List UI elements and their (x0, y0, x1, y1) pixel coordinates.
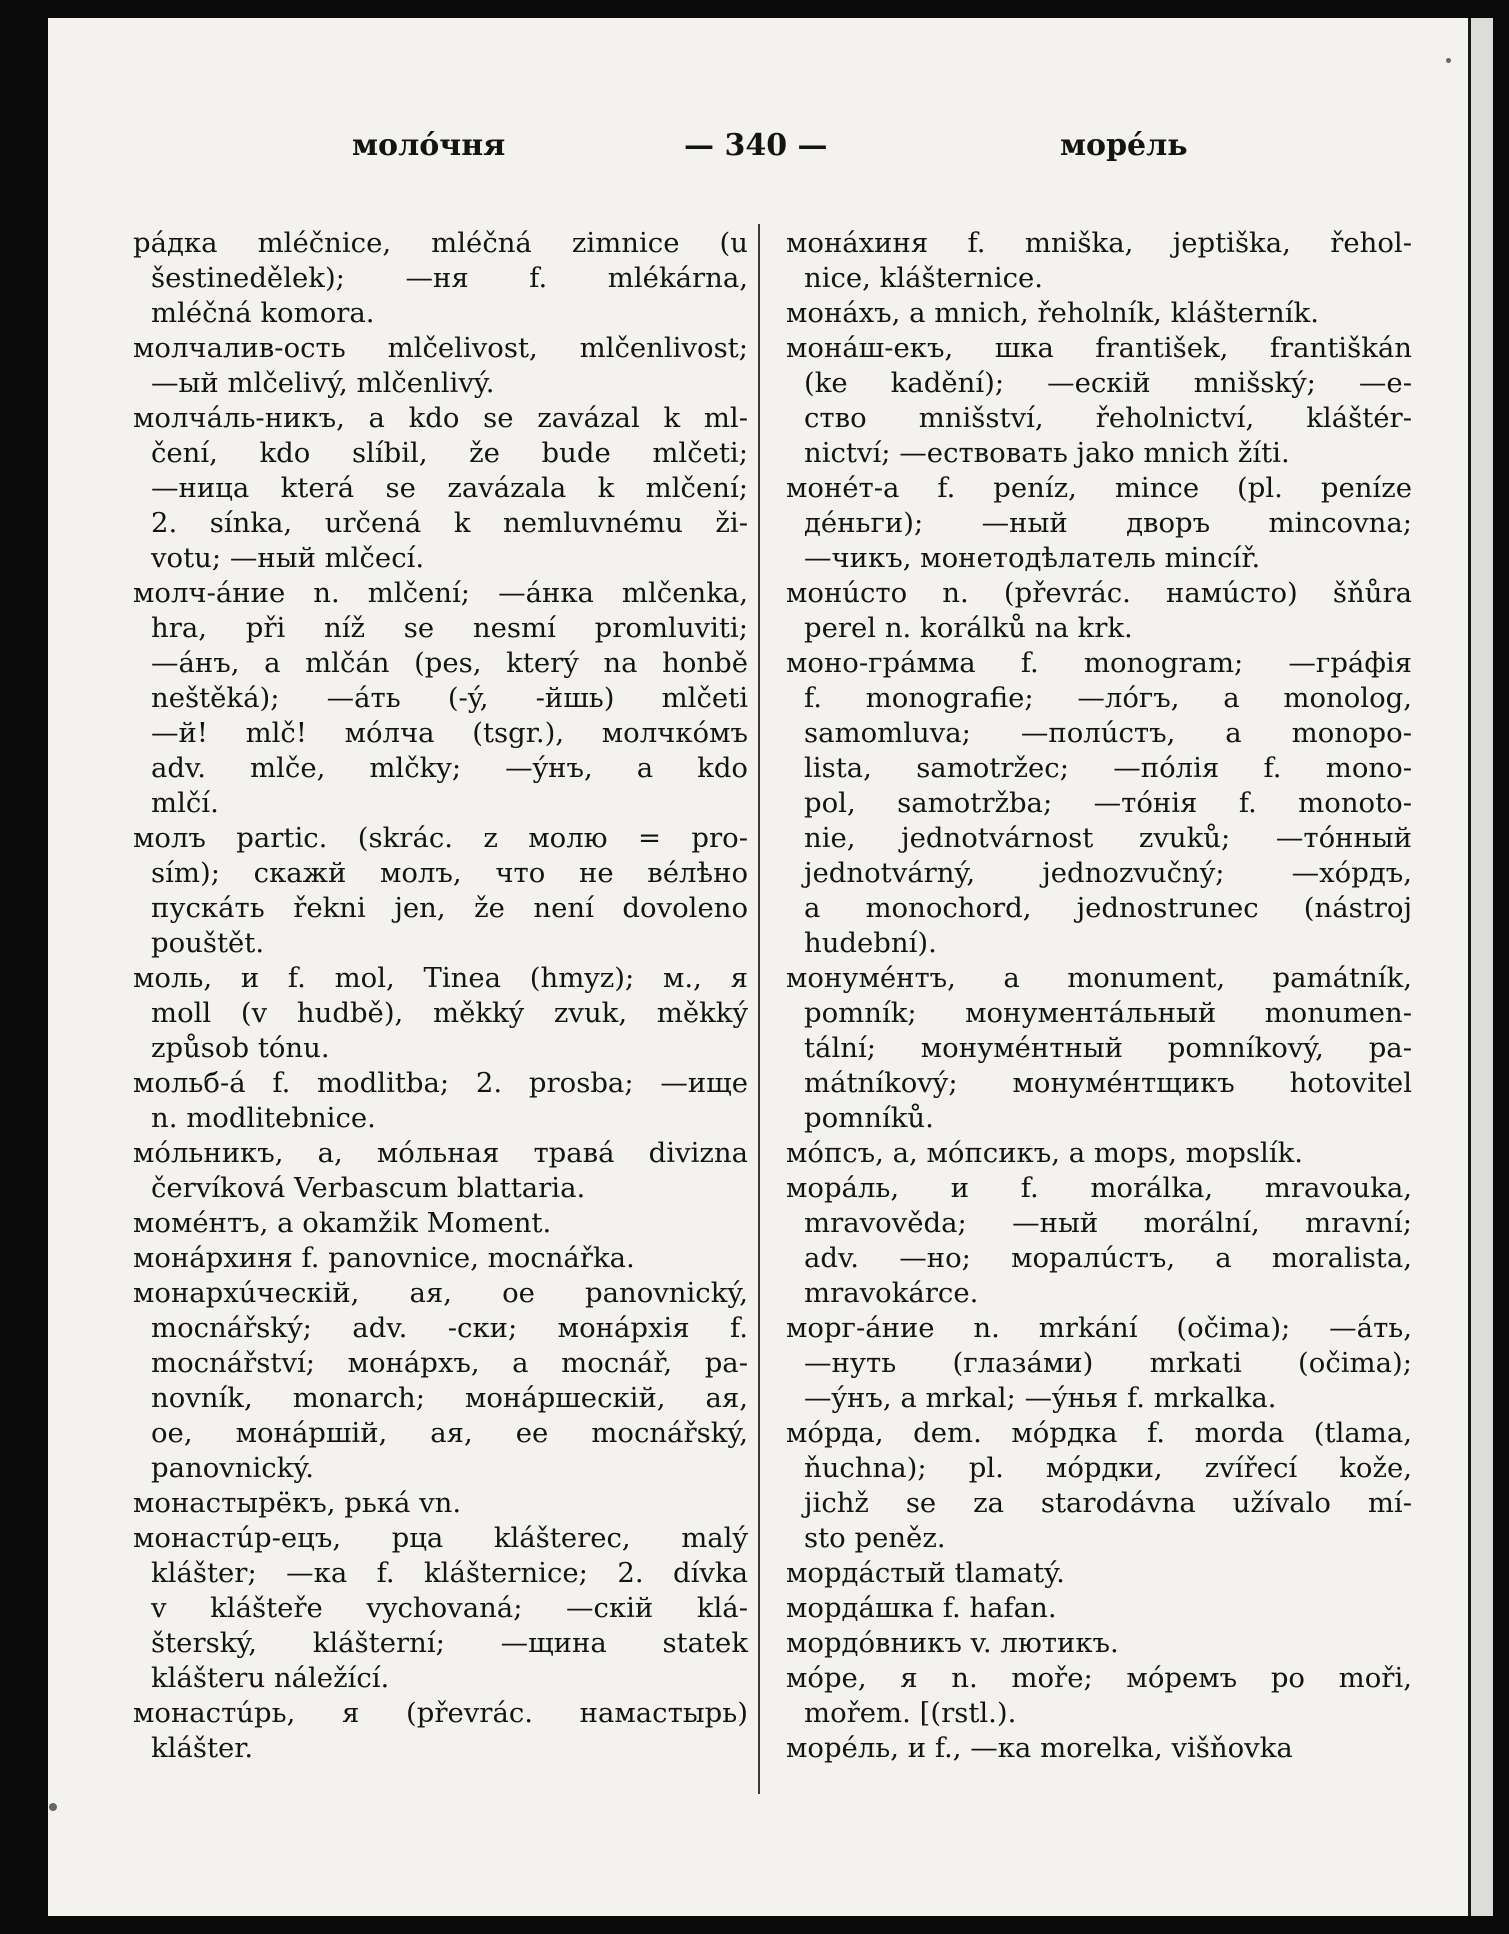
dictionary-entry (133, 401, 748, 576)
entry-line: ство mnišství, řeholnictví, kláštér- (804, 402, 1412, 434)
entry-line: моль, и f. mol, Tinea (hmyz); м., я (133, 962, 748, 994)
header-left-guide-word: молóчня (352, 128, 506, 163)
entry-line: мордóвникъ v. лютикъ. (786, 1627, 1119, 1659)
entry-line: perel n. korálků na krk. (804, 612, 1133, 644)
entry-line: (ke kadění); —ескій mnišský; —е- (804, 367, 1412, 399)
entry-line: neštěká); —áть (-ý, -йшь) mlčeti (151, 682, 748, 714)
entry-line: мóрда, dem. мóрдка f. morda (tlama, (786, 1417, 1412, 1449)
entry-line: монáхиня f. mniška, jeptiška, řehol- (786, 227, 1412, 259)
entry-line: mlčí. (151, 787, 219, 819)
entry-line: —нуть (глазáми) mrkati (očima); (804, 1347, 1412, 1379)
dictionary-entry (786, 331, 1412, 471)
entry-line: pouštět. (151, 927, 265, 959)
dictionary-entry (786, 1416, 1412, 1556)
entry-line: монéт-а f. peníz, mince (pl. peníze (786, 472, 1412, 504)
entry-line: —й! mlč! мóлча (tsgr.), молчкóмъ (151, 717, 748, 749)
entry-line: молчáль-никъ, a kdo se zavázal k ml- (133, 402, 748, 434)
dictionary-entry (133, 1276, 748, 1486)
page-number: — 340 — (684, 128, 828, 163)
entry-line: дéньги); —ный дворъ mincovna; (804, 507, 1412, 539)
dictionary-entry (133, 576, 748, 821)
dictionary-entry (786, 576, 1412, 646)
entry-line: —чикъ, монетодѣлатель mincíř. (804, 542, 1261, 574)
entry-line: —ый mlčelivý, mlčenlivý. (151, 367, 495, 399)
entry-line: v klášteře vychovaná; —скій klá- (151, 1592, 748, 1624)
entry-line: mocnářství; монáрхъ, a mocnář, pa- (151, 1347, 748, 1379)
entry-line: монáш-екъ, шка františek, františkán (786, 332, 1412, 364)
entry-line: sím); скажй молъ, что не вéлѣно (151, 857, 748, 889)
dictionary-entry (133, 1521, 748, 1696)
entry-line: монáхъ, a mnich, řeholník, klášterník. (786, 297, 1319, 329)
entry-line: молъ partic. (skrác. z молю = pro- (133, 822, 748, 854)
dictionary-entry (786, 1171, 1412, 1311)
entry-line: n. modlitebnice. (151, 1102, 376, 1134)
entry-line: novník, monarch; монáршескій, ая, (151, 1382, 748, 1414)
dictionary-entry (133, 1206, 748, 1241)
entry-line: момéнтъ, a okamžik Moment. (133, 1207, 552, 1239)
entry-line: klášteru náležící. (151, 1662, 390, 1694)
dictionary-entry (133, 1066, 748, 1136)
entry-line: hra, při níž se nesmí promluviti; (151, 612, 748, 644)
dictionary-entry (133, 1486, 748, 1521)
entry-line: монáрхиня f. panovnice, mocnářka. (133, 1242, 635, 1274)
entry-line: jednotvárný, jednozvučný; —хóрдъ, (804, 857, 1412, 889)
dictionary-entry (786, 646, 1412, 961)
page-header (48, 128, 1493, 178)
dictionary-entry (786, 1591, 1412, 1626)
right-column (786, 226, 1412, 1766)
entry-line: moll (v hudbě), měkký zvuk, měkký (151, 997, 748, 1029)
entry-line: čení, kdo slíbil, že bude mlčeti; (151, 437, 748, 469)
entry-line: мóпсъ, a, мóпсикъ, a mops, mopslík. (786, 1137, 1304, 1169)
entry-line: f. monografie; —лóгъ, a monolog, (804, 682, 1412, 714)
entry-line: ňuchna); pl. мóрдки, zvířecí kože, (804, 1452, 1412, 1484)
entry-line: adv. mlče, mlčky; —ýнъ, a kdo (151, 752, 748, 784)
entry-line: моно-грáмма f. monogram; —грáфія (786, 647, 1412, 679)
entry-line: pomník; монументáльный monumen- (804, 997, 1412, 1029)
entry-line: samomluva; —полúстъ, a monopo- (804, 717, 1412, 749)
entry-line: šterský, klášterní; —щина statek (151, 1627, 748, 1659)
dictionary-entry (133, 961, 748, 1066)
entry-line: монархúческій, ая, ое panovnický, (133, 1277, 748, 1309)
dictionary-entry (786, 1661, 1412, 1731)
entry-line: рáдка mléčnice, mléčná zimnice (u (133, 227, 748, 259)
entry-line: nice, klášternice. (804, 262, 1044, 294)
dictionary-entry (786, 1311, 1412, 1416)
entry-line: šestinedělek); —ня f. mlékárna, (151, 262, 748, 294)
entry-line: mravověda; —ный morální, mravní; (804, 1207, 1412, 1239)
entry-line: mléčná komora. (151, 297, 375, 329)
page-edge (1468, 18, 1493, 1916)
dictionary-entry (786, 296, 1412, 331)
dictionary-entry (786, 226, 1412, 296)
scan-speck (1446, 58, 1451, 63)
dictionary-entry (786, 1556, 1412, 1591)
entry-line: nie, jednotvárnost zvuků; —тóнный (804, 822, 1412, 854)
entry-line: морг-áние n. mrkání (očima); —áть, (786, 1312, 1412, 1344)
dictionary-entry (786, 1626, 1412, 1661)
entry-line: červíková Verbascum blattaria. (151, 1172, 586, 1204)
dictionary-entry (133, 1696, 748, 1766)
entry-line: votu; —ный mlčecí. (151, 542, 425, 574)
entry-line: мордáшка f. hafan. (786, 1592, 1057, 1624)
entry-line: —ница která se zavázala k mlčení; (151, 472, 748, 504)
entry-line: морáль, и f. morálka, mravouka, (786, 1172, 1412, 1204)
entry-line: lista, samotržec; —пóлія f. mono- (804, 752, 1412, 784)
entry-line: a monochord, jednostrunec (nástroj (804, 892, 1412, 924)
entry-line: —áнъ, a mlčán (pes, který na honbě (151, 647, 748, 679)
entry-line: монастúрь, я (převrác. намастырь) (133, 1697, 748, 1729)
entry-line: —ýнъ, a mrkal; —ýнья f. mrkalka. (804, 1382, 1277, 1414)
entry-line: nictví; —ествовать jako mnich žíti. (804, 437, 1290, 469)
dictionary-entry (786, 1136, 1412, 1171)
entry-line: мольб-á f. modlitba; 2. prosba; —ище (133, 1067, 748, 1099)
entry-line: klášter. (151, 1732, 254, 1764)
entry-line: молчалив-ость mlčelivost, mlčenlivost; (133, 332, 748, 364)
left-column (133, 226, 748, 1766)
entry-line: tální; монумéнтный pomníkový, pa- (804, 1032, 1412, 1064)
column-divider (758, 224, 760, 1794)
dictionary-entry (133, 331, 748, 401)
dictionary-entry (786, 471, 1412, 576)
entry-line: монúсто n. (převrác. намúсто) šňůra (786, 577, 1412, 609)
entry-line: pol, samotržba; —тóнія f. monoto- (804, 787, 1412, 819)
entry-line: pomníků. (804, 1102, 934, 1134)
entry-line: mravokárce. (804, 1277, 979, 1309)
entry-line: mocnářský; adv. -ски; монáрхія f. (151, 1312, 748, 1344)
entry-line: монастúр-ецъ, рца klášterec, malý (133, 1522, 748, 1554)
entry-line: panovnický. (151, 1452, 314, 1484)
dictionary-page (48, 18, 1493, 1916)
entry-line: монастырёкъ, рькá vn. (133, 1487, 462, 1519)
entry-line: мóльникъ, a, мóльная травá divizna (133, 1137, 748, 1169)
entry-line: мордáстый tlamatý. (786, 1557, 1065, 1589)
entry-line: způsob tónu. (151, 1032, 330, 1064)
dictionary-entry (133, 1241, 748, 1276)
entry-line: jichž se za starodávna užívalo mí- (804, 1487, 1412, 1519)
entry-line: mátníkový; монумéнтщикъ hotovitel (804, 1067, 1412, 1099)
entry-line: морéль, и f., —ка morelka, višňovka (786, 1732, 1293, 1764)
dictionary-entry (786, 1731, 1412, 1766)
entry-line: молч-áние n. mlčení; —áнка mlčenka, (133, 577, 748, 609)
dictionary-entry (133, 226, 748, 331)
entry-line: 2. sínka, určená k nemluvnému ži- (151, 507, 748, 539)
entry-line: ое, монáршій, ая, ее mocnářský, (151, 1417, 748, 1449)
dictionary-entry (786, 961, 1412, 1136)
entry-line: мóре, я n. moře; мóремъ po moři, (786, 1662, 1412, 1694)
entry-line: sto peněz. (804, 1522, 946, 1554)
dictionary-entry (133, 1136, 748, 1206)
entry-line: adv. —но; моралúстъ, a moralista, (804, 1242, 1412, 1274)
scan-speck (49, 1803, 57, 1811)
dictionary-entry (133, 821, 748, 961)
entry-line: klášter; —ка f. klášternice; 2. dívka (151, 1557, 748, 1589)
entry-line: монумéнтъ, a monument, památník, (786, 962, 1412, 994)
entry-line: пускáть řekni jen, že není dovoleno (151, 892, 748, 924)
header-right-guide-word: морéль (1060, 128, 1188, 163)
entry-line: mořem. [(rstl.). (804, 1697, 1017, 1729)
entry-line: hudební). (804, 927, 937, 959)
